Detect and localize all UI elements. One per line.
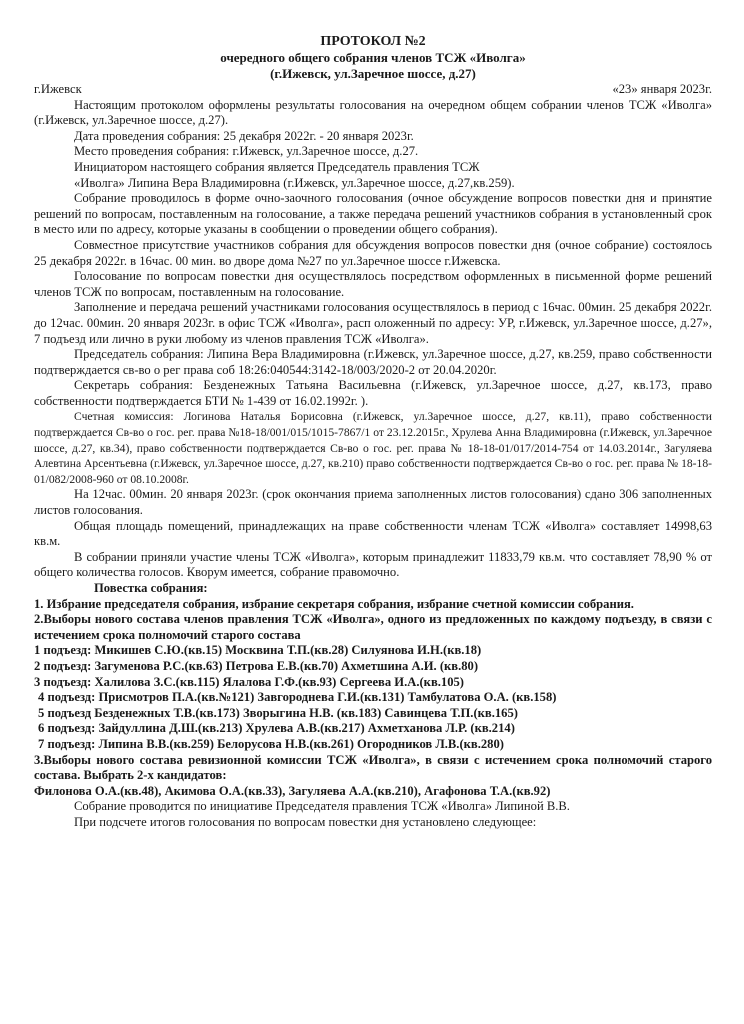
paragraph-ballots: На 12час. 00мин. 20 января 2023г. (срок окончания приема заполненных листов голосования) сдано 306 заполненных листов голосования. xyxy=(34,487,712,518)
agenda-title: Повестка собрания: xyxy=(94,581,208,595)
paragraph-total-area: Общая площадь помещений, принадлежащих на праве собственности членам ТСЖ «Иволга» составляет 14998,63 кв.м. xyxy=(34,518,712,549)
entrance-candidates-6: 6 подъезд: Зайдуллина Д.Ш.(кв.213) Хрулева А.В.(кв.217) Ахметханова Л.Р. (кв.214) xyxy=(38,721,515,736)
paragraph-meeting-place: Место проведения собрания: г.Ижевск, ул.Заречное шоссе, д.27. xyxy=(74,144,419,159)
agenda-item-3: 3.Выборы нового состава ревизионной комиссии ТСЖ «Иволга», в связи с истечением срока полномочий старого состава. Выбрать 2-х кандидатов: xyxy=(34,752,712,783)
paragraph-counting-commission: Счетная комиссия: Логинова Наталья Борисовна (г.Ижевск, ул.Заречное шоссе, д.27, кв.11), право собственности подтверждается Св-во о гос. рег. права №18-18/001/015/1015-7867/1 от 23.12.2015г., Хрулева Анна Владимировна (г.Ижевск, ул.Заречное шоссе, д.27, кв.34), право собственности подтверждается Св-во о гос. рег. права № 18-18-01/017/2014-754 от 14.03.2014г., Загуляева Алевтина Арсентьевна (г.Ижевск, ул.Заречное шоссе, д.27, кв.210) право собственности подтверждается Св-во о гос. рег. права № 18-18-01/082/2008-960 от 08.10.2008г. xyxy=(34,410,712,486)
closing-initiative: Собрание проводится по инициативе Председателя правления ТСЖ «Иволга» Липиной В.В. xyxy=(74,799,570,814)
paragraph-chairman: Председатель собрания: Липина Вера Владимировна (г.Ижевск, ул.Заречное шоссе, д.27, кв.259, право собственности подтверждается св-во о рег права соб 18:26:040544:3142-18/003/2020-2 от 20.04.2020г. xyxy=(34,347,712,377)
document-address: (г.Ижевск, ул.Заречное шоссе, д.27) xyxy=(270,66,476,81)
paragraph-initiator: Инициатором настоящего собрания является Председатель правления ТСЖ xyxy=(74,159,480,174)
paragraph-submission: Заполнение и передача решений участниками голосования осуществлялось в период с 16час. 00мин. 25 декабря 2022г. до 12час. 00мин. 20 января 2023г. в офис ТСЖ «Иволга», расп оложенный по адресу: УР, г.Ижевск, ул.Заречное шоссе, д.27», 7 подъезд или лично в руки любому из членов правления ТСЖ «Иволга». xyxy=(34,300,712,346)
entrance-candidates-3: 3 подъезд: Халилова З.С.(кв.115) Ялалова Г.Ф.(кв.93) Сергеева И.А.(кв.105) xyxy=(34,674,464,689)
paragraph-meeting-dates: Дата проведения собрания: 25 декабря 2022г. - 20 января 2023г. xyxy=(74,128,414,143)
city-date-row xyxy=(34,82,712,98)
document-date: «23» января 2023г. xyxy=(612,82,712,96)
paragraph-initiator-cont: «Иволга» Липина Вера Владимировна (г.Ижевск, ул.Заречное шоссе, д.27,кв.259). xyxy=(74,175,515,190)
paragraph-joint-presence: Совместное присутствие участников собрания для обсуждения вопросов повестки дня (очное собрание) состоялось 25 декабря 2022г. в 16час. 00 мин. во дворе дома №27 по ул.Заречное шоссе г.Ижевска. xyxy=(34,237,712,268)
entrance-candidates-7: 7 подъезд: Липина В.В.(кв.259) Белорусова Н.В.(кв.261) Огородников Л.В.(кв.280) xyxy=(38,736,504,751)
document-subtitle: очередного общего собрания членов ТСЖ «Иволга» xyxy=(220,50,526,65)
city: г.Ижевск xyxy=(34,82,82,96)
paragraph-secretary: Секретарь собрания: Безденежных Татьяна Васильевна (г.Ижевск, ул.Заречное шоссе, д.27, кв.173, право собственности подтверждается БТИ № 1-439 от 16.02.1992г. ). xyxy=(34,378,712,408)
paragraph-voting-method: Голосование по вопросам повестки дня осуществлялось посредством оформленных в письменной форме решений членов ТСЖ по вопросам, поставленным на голосование. xyxy=(34,269,712,299)
entrance-candidates-5: 5 подъезд Безденежных Т.В.(кв.173) Зворыгина Н.В. (кв.183) Савинцева Т.П.(кв.165) xyxy=(38,705,518,720)
closing-results-intro: При подсчете итогов голосования по вопросам повестки дня установлено следующее: xyxy=(74,814,537,829)
entrance-candidates-2: 2 подъезд: Загуменова Р.С.(кв.63) Петрова Е.В.(кв.70) Ахметшина А.И. (кв.80) xyxy=(34,658,479,673)
paragraph-form: Собрание проводилось в форме очно-заочного голосования (очное обсуждение вопросов повестки дня и принятие решений по вопросам, поставленным на голосование, а также передача решений участников собрания в установленный срок в место или по адресу, которые указаны в сообщении о проведении общего собрания). xyxy=(34,191,712,237)
protocol-page xyxy=(34,34,712,831)
agenda-item-2: 2.Выборы нового состава членов правления ТСЖ «Иволга», одного из предложенных по каждому подъезду, в связи с истечением срока полномочий старого состава xyxy=(34,612,712,642)
entrance-candidates-1: 1 подъезд: Микишев С.Ю.(кв.15) Москвина Т.П.(кв.28) Силуянова И.Н.(кв.18) xyxy=(34,643,482,658)
paragraph-quorum: В собрании приняли участие члены ТСЖ «Иволга», которым принадлежит 11833,79 кв.м. что составляет 78,90 % от общего количества голосов. Кворум имеется, собрание правомочно. xyxy=(34,549,712,580)
entrance-candidates-4: 4 подъезд: Присмотров П.А.(кв.№121) Завгороднева Г.И.(кв.131) Тамбулатова О.А. (кв.158) xyxy=(38,690,557,705)
document-title: ПРОТОКОЛ №2 xyxy=(320,34,426,49)
paragraph-intro: Настоящим протоколом оформлены результаты голосования на очередном общем собрании членов ТСЖ «Иволга» (г.Ижевск, ул.Заречное шоссе, д.27). xyxy=(34,97,712,128)
audit-candidates: Филонова О.А.(кв.48), Акимова О.А.(кв.33), Загуляева А.А.(кв.210), Агафонова Т.А.(кв.92) xyxy=(34,783,551,798)
agenda-item-1: 1. Избрание председателя собрания, избрание секретаря собрания, избрание счетной комиссии собрания. xyxy=(34,596,634,611)
